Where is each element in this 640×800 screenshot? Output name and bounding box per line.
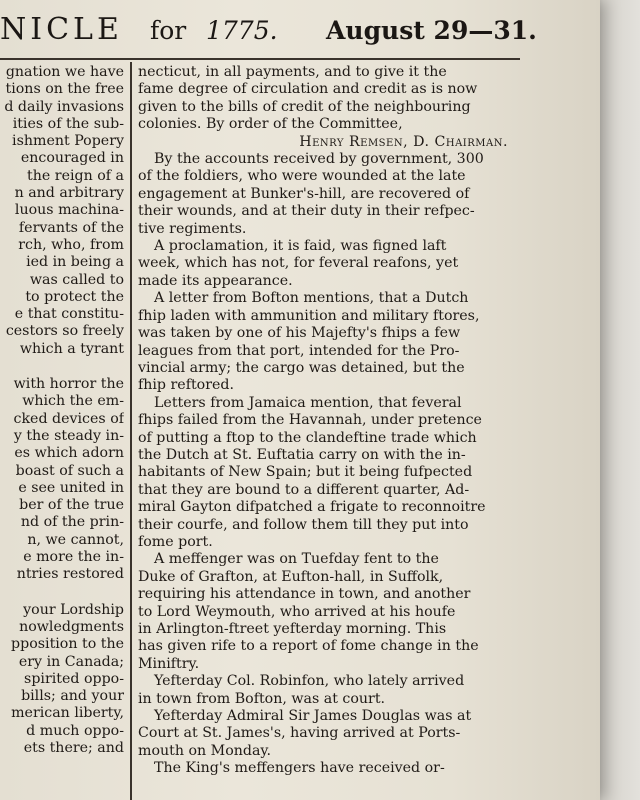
masthead-rule	[0, 58, 520, 60]
paragraph-gap	[0, 584, 124, 602]
signature-line: Henry Remsen, D. Chairman.	[299, 133, 508, 150]
text-line: fhips failed from the Havannah, under pretence	[138, 412, 482, 429]
text-line: By the accounts received by government, 300	[154, 151, 484, 168]
text-line: Yefterday Admiral Sir James Douglas was at	[154, 708, 472, 725]
left-column-line: merican liberty,	[11, 705, 124, 722]
masthead	[0, 6, 600, 54]
left-column-line: fervants of the	[18, 219, 124, 236]
left-column-line: ets there; and	[23, 739, 124, 756]
left-column-line: e that constitu-	[14, 306, 124, 323]
left-column-line: your Lordship	[23, 601, 124, 618]
left-column	[0, 64, 124, 800]
text-line: colonies. By order of the Committee,	[138, 116, 403, 133]
text-line: was taken by one of his Majefty's fhips a few	[138, 325, 461, 342]
text-line: their wounds, and at their duty in their refpec-	[138, 203, 475, 220]
left-column-line: ied in being a	[26, 254, 124, 271]
masthead-date: August 29—31.	[326, 16, 537, 45]
left-column-line: nowledgments	[19, 618, 124, 635]
left-column-line: boast of such a	[15, 462, 124, 479]
text-line: fome port.	[138, 533, 213, 550]
left-column-line: rch, who, from	[18, 236, 124, 253]
left-column-line: es which adorn	[14, 445, 124, 462]
left-column-line: cestors so freely	[5, 323, 124, 340]
left-column-line: e see united in	[18, 479, 124, 496]
text-line: fame degree of circulation and credit as is now	[138, 81, 478, 98]
left-column-line: to protect the	[25, 288, 124, 305]
masthead-for: for	[150, 16, 187, 45]
column-rule	[130, 62, 132, 800]
left-column-line: nd of the prin-	[20, 514, 124, 531]
left-column-line: gnation we have	[5, 64, 124, 80]
masthead-title: NICLE	[0, 12, 123, 47]
text-line: miral Gayton difpatched a frigate to reconnoitre	[138, 499, 486, 516]
left-column-line: bills; and your	[21, 688, 124, 705]
left-column-line: which the em-	[22, 393, 124, 410]
text-line: A meffenger was on Tuefday fent to the	[154, 551, 439, 568]
left-column-line: n, we cannot,	[27, 531, 124, 548]
left-column-line: e more the in-	[23, 549, 124, 566]
left-column-line: d much oppo-	[26, 722, 124, 739]
text-line: that they are bound to a different quarter, Ad-	[138, 481, 470, 498]
text-line: Court at St. James's, having arrived at Ports-	[138, 725, 461, 742]
text-line: of putting a ftop to the clandeftine trade which	[138, 429, 477, 446]
left-column-line: spirited oppo-	[24, 670, 124, 687]
text-line: leagues from that port, intended for the Pro-	[138, 342, 460, 359]
text-line: A proclamation, it is faid, was figned laft	[154, 238, 447, 255]
text-line: in town from Bofton, was at court.	[138, 690, 386, 707]
text-line: The King's meffengers have received or-	[154, 760, 445, 777]
left-column-line: with horror the	[13, 376, 124, 393]
text-line: of the foldiers, who were wounded at the late	[138, 168, 466, 185]
left-column-line: ities of the sub-	[12, 115, 124, 132]
left-column-line: ber of the true	[19, 497, 124, 514]
text-line: their courfe, and follow them till they put into	[138, 516, 469, 533]
masthead-year: 1775.	[206, 16, 278, 45]
text-line: habitants of New Spain; but it being fufpected	[138, 464, 473, 481]
text-line: Miniftry.	[138, 655, 200, 672]
left-column-line: d daily invasions	[4, 98, 124, 115]
text-line: Letters from Jamaica mention, that feveral	[154, 394, 462, 411]
text-line: A letter from Bofton mentions, that a Dutch	[154, 290, 469, 307]
left-column-line: ishment Popery	[12, 133, 124, 150]
text-line: Duke of Grafton, at Eufton-hall, in Suffolk,	[138, 568, 444, 585]
main-column	[138, 64, 518, 800]
paragraph-gap	[0, 358, 124, 376]
text-line: has given rife to a report of fome change in the	[138, 638, 479, 655]
left-column-line: ery in Canada;	[18, 653, 124, 670]
text-line: made its appearance.	[138, 272, 293, 289]
text-line: engagement at Bunker's-hill, are recovered of	[138, 185, 470, 202]
text-line: week, which has not, for feveral reafons, yet	[138, 255, 459, 272]
left-column-line: pposition to the	[11, 636, 124, 653]
left-column-line: n and arbitrary	[14, 185, 124, 202]
left-column-line: y the steady in-	[13, 427, 124, 444]
left-column-line: the reign of a	[27, 167, 124, 184]
text-line: requiring his attendance in town, and another	[138, 586, 471, 603]
text-line: vincial army; the cargo was detained, but the	[138, 359, 465, 376]
text-line: the Dutch at St. Euftatia carry on with the in-	[138, 446, 466, 463]
text-line: given to the bills of credit of the neighbouring	[138, 98, 471, 115]
left-column-line: luous machina-	[14, 202, 124, 219]
left-column-line: cked devices of	[13, 410, 124, 427]
left-column-line: which a tyrant	[19, 340, 124, 357]
text-line: to Lord Weymouth, who arrived at his houfe	[138, 603, 456, 620]
left-column-line: was called to	[29, 271, 124, 288]
left-column-line: tions on the free	[5, 81, 124, 98]
left-column-line: encouraged in	[20, 150, 124, 167]
text-line: fhip laden with ammunition and military ftores,	[138, 307, 480, 324]
text-line: fhip reftored.	[138, 377, 234, 394]
text-line: tive regiments.	[138, 220, 247, 237]
text-line: in Arlington-ftreet yefterday morning. This	[138, 621, 447, 637]
text-line: mouth on Monday.	[138, 742, 272, 759]
text-line: necticut, in all payments, and to give it the	[138, 64, 447, 80]
left-column-line: ntries restored	[16, 566, 124, 583]
text-line: Yefterday Col. Robinfon, who lately arrived	[154, 673, 465, 690]
